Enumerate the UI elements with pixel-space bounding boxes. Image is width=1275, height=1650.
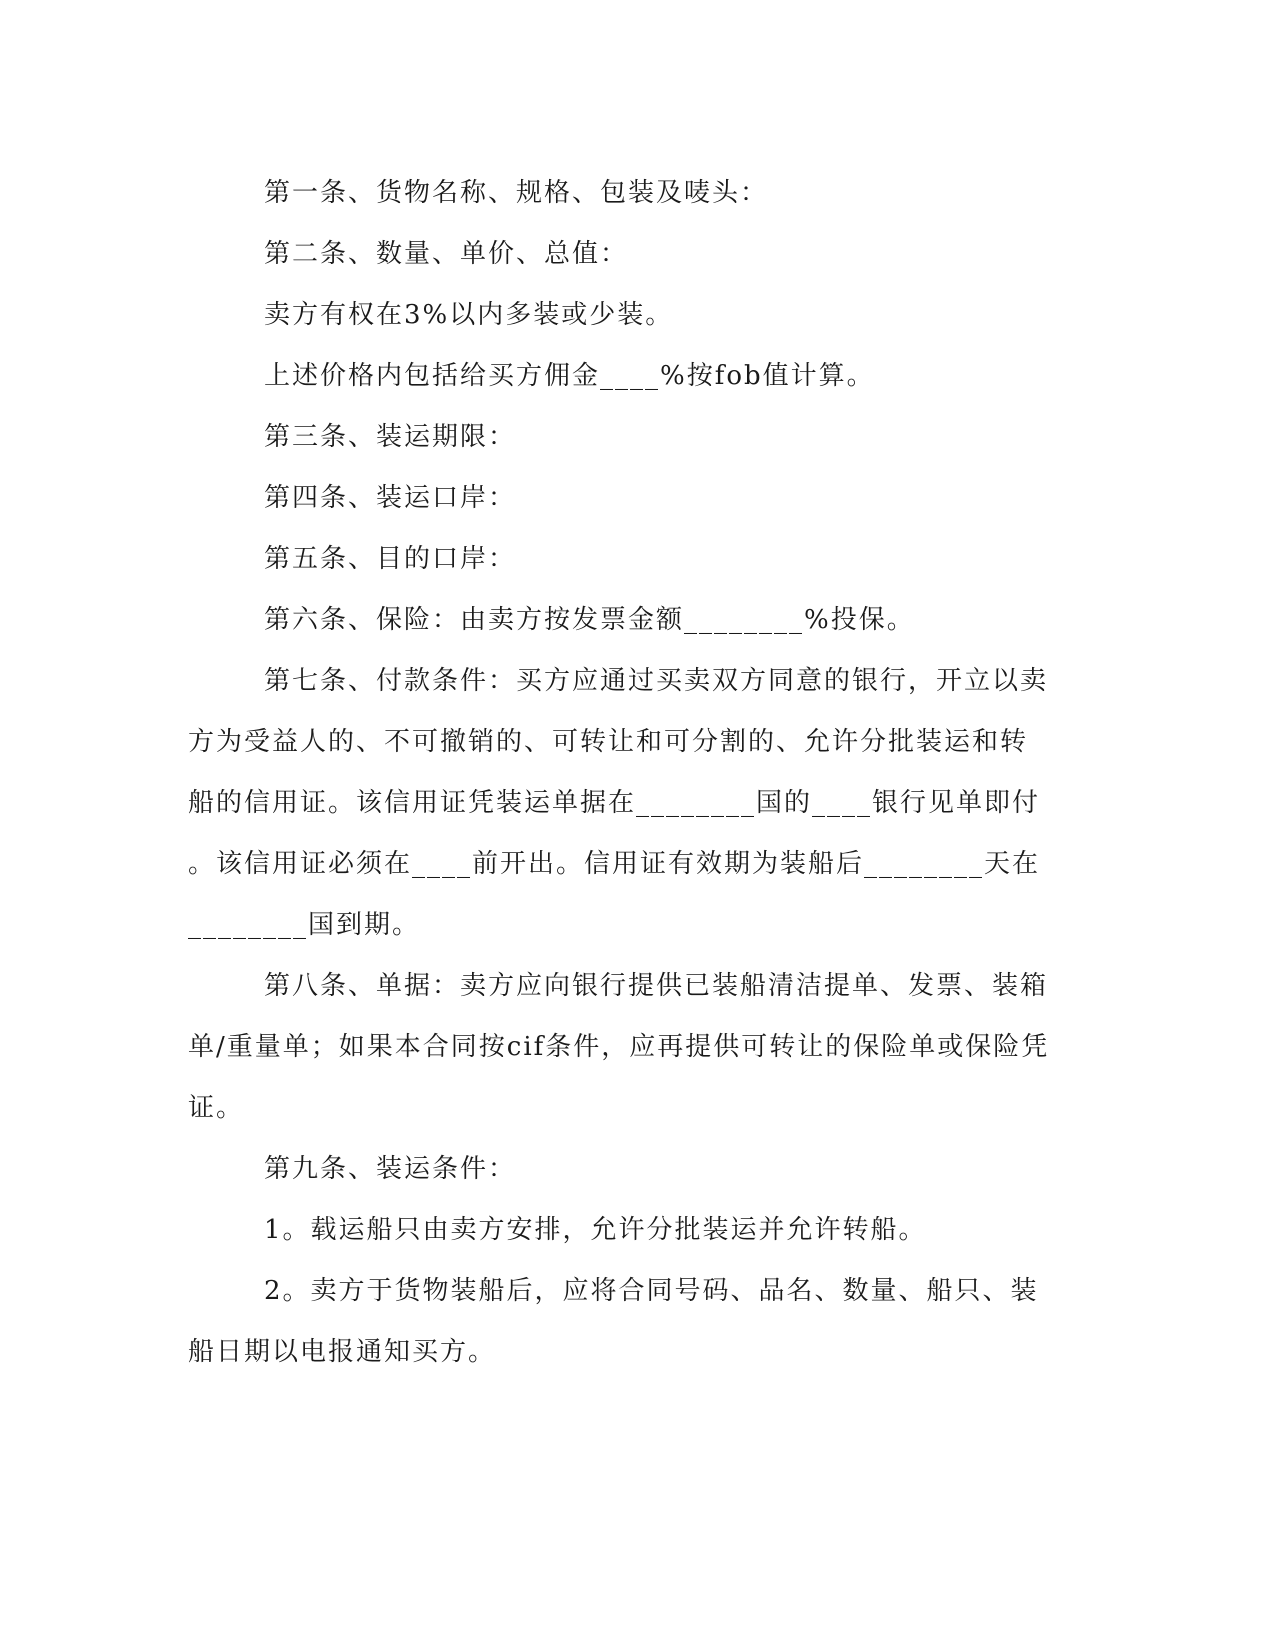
clause-8-line-2: 单/重量单；如果本合同按cif条件，应再提供可转让的保险单或保险凭 — [188, 1032, 1050, 1062]
clause-2-commission: 上述价格内包括给买方佣金____%按fob值计算。 — [264, 361, 875, 391]
clause-2: 第二条、数量、单价、总值： — [264, 239, 629, 269]
clause-9-item-2-line-1: 2。卖方于货物装船后，应将合同号码、品名、数量、船只、装 — [264, 1276, 1039, 1306]
clause-3: 第三条、装运期限： — [264, 422, 517, 452]
clause-7-line-4: 。该信用证必须在____前开出。信用证有效期为装船后________天在 — [188, 849, 1041, 879]
clause-8-line-3: 证。 — [188, 1093, 245, 1123]
clause-9-item-2-line-2: 船日期以电报通知买方。 — [188, 1337, 497, 1367]
contract-body — [188, 163, 1088, 1383]
clause-7-line-1: 第七条、付款条件：买方应通过买卖双方同意的银行，开立以卖 — [264, 666, 1049, 696]
clause-7-line-2: 方为受益人的、不可撤销的、可转让和可分割的、允许分批装运和转 — [188, 727, 1029, 757]
clause-7-line-5: ________国到期。 — [188, 910, 421, 940]
clause-2-tolerance: 卖方有权在3%以内多装或少装。 — [264, 300, 674, 330]
clause-6: 第六条、保险：由卖方按发票金额________%投保。 — [264, 605, 915, 635]
clause-9-title: 第九条、装运条件： — [264, 1154, 517, 1184]
clause-4: 第四条、装运口岸： — [264, 483, 517, 513]
clause-9-item-1: 1。载运船只由卖方安排，允许分批装运并允许转船。 — [264, 1215, 927, 1245]
clause-5: 第五条、目的口岸： — [264, 544, 517, 574]
clause-1: 第一条、货物名称、规格、包装及唛头： — [264, 178, 769, 208]
clause-7-line-3: 船的信用证。该信用证凭装运单据在________国的____银行见单即付 — [188, 788, 1041, 818]
clause-8-line-1: 第八条、单据：卖方应向银行提供已装船清洁提单、发票、装箱 — [264, 971, 1049, 1001]
